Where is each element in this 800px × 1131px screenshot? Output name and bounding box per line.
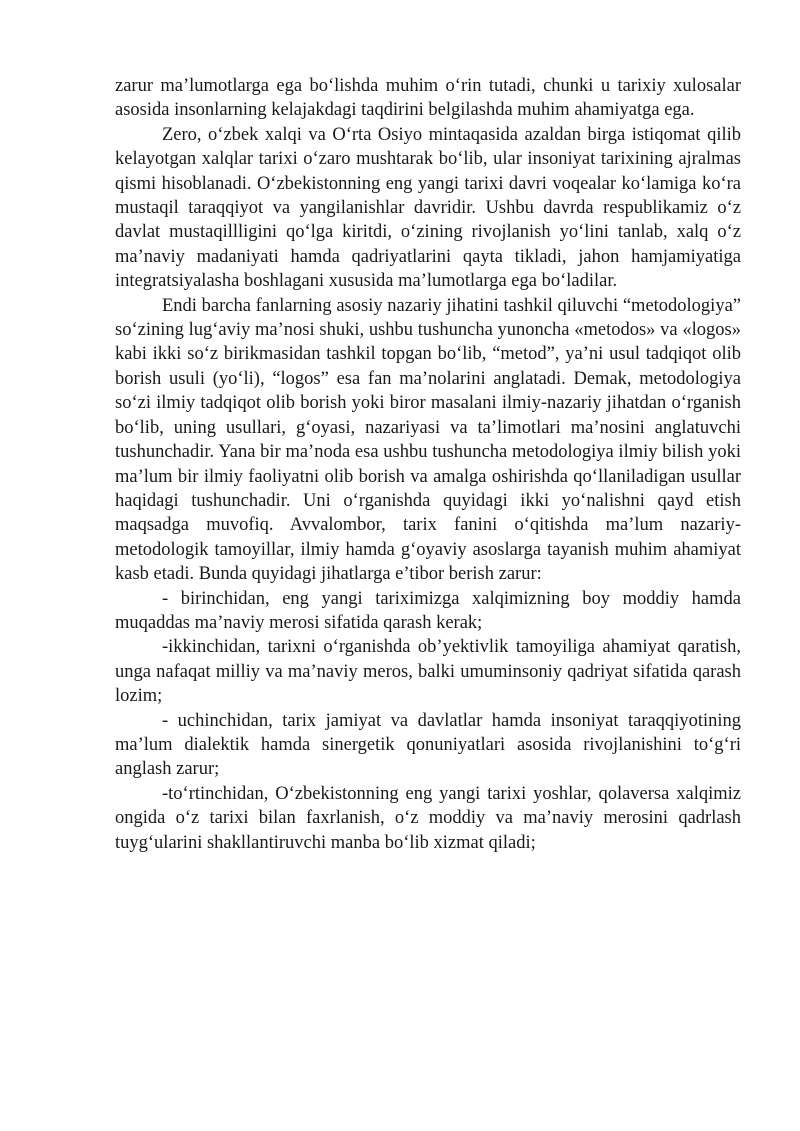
list-item-first: - birinchidan, eng yangi tariximizga xalqimizning boy moddiy hamda muqaddas ma’naviy merosi sifatida qarash kerak; <box>115 588 741 633</box>
list-item-third: - uchinchidan, tarix jamiyat va davlatlar hamda insoniyat taraqqiyotining ma’lum dialektik hamda sinergetik qonuniyatlari asosida rivojlanishini to‘g‘ri anglash zarur; <box>115 710 741 780</box>
paragraph-zero: Zero, o‘zbek xalqi va O‘rta Osiyo mintaqasida azaldan birga istiqomat qilib kelayotgan xalqlar tarixi o‘zaro mushtarak bo‘lib, ular insoniyat tarixining ajralmas qismi hisoblanadi. O‘zbekistonning eng yangi tarixi davri voqealar ko‘lamiga ko‘ra mustaqil taraqqiyot va yangilanishlar davridir. Ushbu davrda respublikamiz o‘z davlat mustaqillligini qo‘lga kiritdi, o‘zining rivojlanish yo‘lini tanlab, xalq o‘z ma’naviy madaniyati hamda qadriyatlarini qayta tikladi, jahon hamjamiyatiga integratsiyalasha boshlagani xususida ma’lumotlarga ega bo‘ladilar. <box>115 124 741 292</box>
list-item-fourth: -to‘rtinchidan, O‘zbekistonning eng yangi tarixi yoshlar, qolaversa xalqimiz ongida o‘z tarixi bilan faxrlanish, o‘z moddiy va ma’naviy merosini qadrlash tuyg‘ularini shakllantiruvchi manba bo‘lib xizmat qiladi; <box>115 783 741 853</box>
list-item-second: -ikkinchidan, tarixni o‘rganishda ob’yektivlik tamoyiliga ahamiyat qaratish, unga nafaqat milliy va ma’naviy meros, balki umuminsoniy qadriyat sifatida qarash lozim; <box>115 637 741 707</box>
paragraph-methodology: Endi barcha fanlarning asosiy nazariy jihatini tashkil qiluvchi “metodologiya” so‘zining lug‘aviy ma’nosi shuki, ushbu tushuncha yunoncha «metodos» va «logos» kabi ikki so‘z birikmasidan tashkil topgan bo‘lib, “metod”, ya’ni usul tadqiqot olib borish usuli (yo‘li), “logos” esa fan ma’nolarini anglatadi. Demak, metodologiya so‘zi ilmiy tadqiqot olib borish yoki biror masalani ilmiy-nazariy jihatdan o‘rganish bo‘lib, uning usullari, g‘oyasi, nazariyasi va ta’limotlari ma’nosini anglatuvchi tushunchadir. Yana bir ma’noda esa ushbu tushuncha metodologiya ilmiy bilish yoki ma’lum bir ilmiy faoliyatni olib borish va amalga oshirishda qo‘llaniladigan usullar haqidagi tushunchadir. Uni o‘rganishda quyidagi ikki yo‘nalishni qayd etish maqsadga muvofiq. Avvalombor, tarix fanini o‘qitishda ma’lum nazariy-metodologik tamoyillar, ilmiy hamda g‘oyaviy asoslarga tayanish muhim ahamiyat kasb etadi. Bunda quyidagi jihatlarga e’tibor berish zarur: <box>115 295 741 585</box>
paragraph-continued: zarur ma’lumotlarga ega bo‘lishda muhim o‘rin tutadi, chunki u tarixiy xulosalar asosida insonlarning kelajakdagi taqdirini belgilashda muhim ahamiyatga ega. <box>115 76 741 121</box>
body-text <box>115 74 741 855</box>
